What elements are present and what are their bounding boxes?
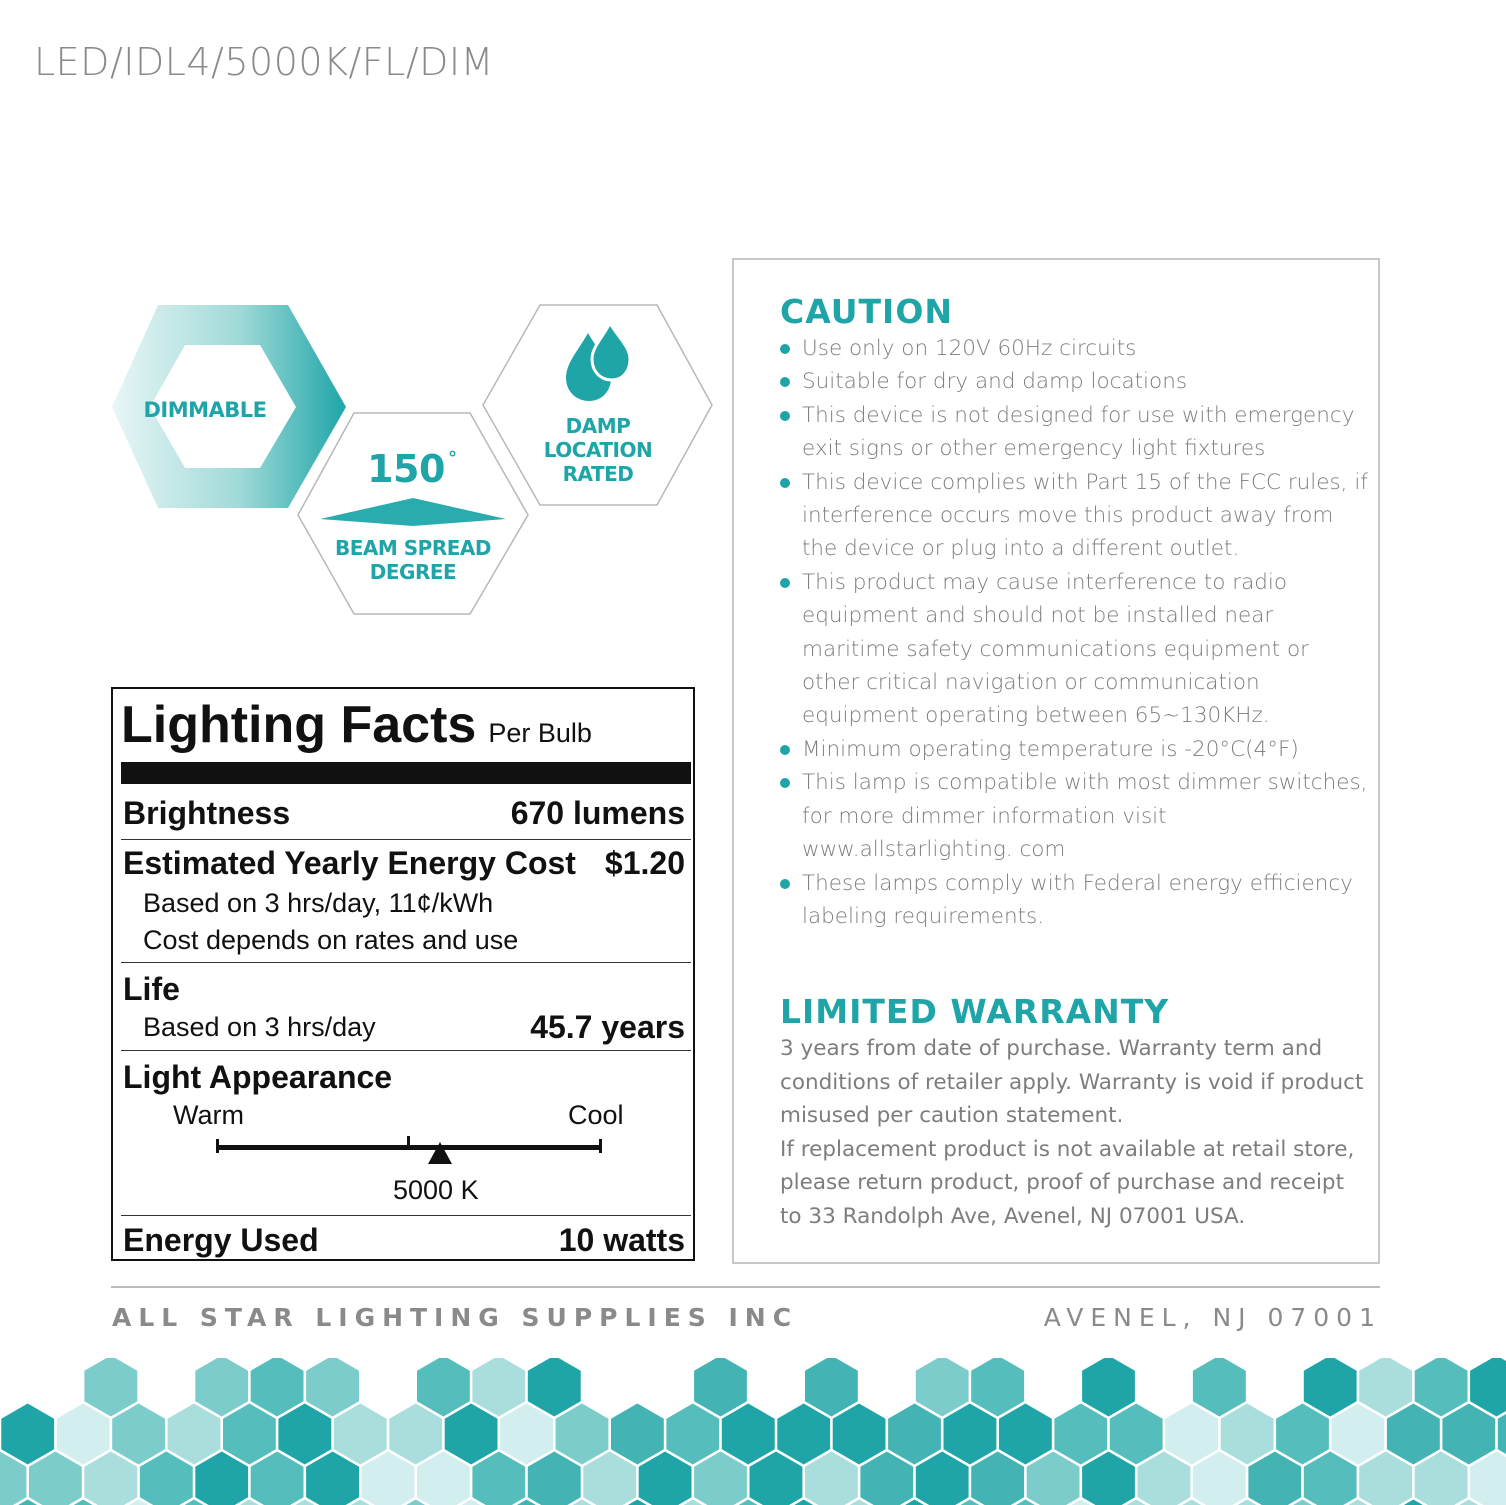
- energy-cost-note: Cost depends on rates and use: [143, 925, 519, 955]
- footer-divider: [111, 1286, 1380, 1288]
- honeycomb-cell: [805, 1452, 858, 1505]
- honeycomb-decoration: [0, 1358, 1506, 1505]
- honeycomb-cell: [1276, 1404, 1329, 1465]
- color-temp-value: 5000 K: [393, 1175, 479, 1205]
- honeycomb-cell: [417, 1452, 470, 1505]
- honeycomb-cell: [223, 1404, 276, 1465]
- honeycomb-cell: [1054, 1404, 1107, 1465]
- warranty-text: 3 years from date of purchase. Warranty term and conditions of retailer apply. Warranty is void if product misused per caution statement. If replacement product is not available at retail store, please return product, proof of purchase and receipt to 33 Randolph Ave, Avenel, NJ 07001 USA.: [780, 1036, 1364, 1229]
- honeycomb-cell: [944, 1404, 997, 1465]
- honeycomb-cell: [528, 1358, 581, 1417]
- honeycomb-cell: [334, 1404, 387, 1465]
- facts-divider: [121, 962, 691, 963]
- honeycomb-cell: [583, 1452, 636, 1505]
- honeycomb-cell: [1138, 1452, 1191, 1505]
- brightness-value: 670 lumens: [510, 795, 685, 831]
- honeycomb-cell: [1248, 1452, 1301, 1505]
- honeycomb-cell: [1359, 1452, 1412, 1505]
- honeycomb-cell: [112, 1404, 165, 1465]
- caution-warranty-panel: [732, 258, 1380, 1264]
- bullet-icon: [780, 745, 790, 755]
- caution-item: [780, 332, 1370, 365]
- honeycomb-cell: [362, 1452, 415, 1505]
- light-appearance-label: Light Appearance: [123, 1059, 393, 1095]
- scale-tick: [216, 1139, 219, 1153]
- energy-used-value: 10 watts: [558, 1222, 685, 1258]
- honeycomb-cell: [1027, 1452, 1080, 1505]
- scale-tick: [407, 1136, 410, 1150]
- honeycomb-cell: [472, 1452, 525, 1505]
- honeycomb-cell: [1415, 1358, 1468, 1417]
- bullet-icon: [780, 778, 790, 788]
- facts-per-bulb: Per Bulb: [488, 718, 592, 748]
- honeycomb-cell: [999, 1404, 1052, 1465]
- facts-divider: [121, 839, 691, 840]
- honeycomb-cell: [916, 1358, 969, 1417]
- honeycomb-cell: [1332, 1404, 1385, 1465]
- honeycomb-cell: [888, 1404, 941, 1465]
- warm-label: Warm: [173, 1100, 244, 1130]
- bullet-icon: [780, 879, 790, 889]
- honeycomb-cell: [1082, 1452, 1135, 1505]
- honeycomb-cell: [195, 1452, 248, 1505]
- warranty-heading: LIMITED WARRANTY: [780, 992, 1170, 1031]
- life-label: Life: [123, 971, 180, 1007]
- facts-divider: [121, 1050, 691, 1051]
- caution-item: [780, 867, 1370, 934]
- honeycomb-cell: [445, 1404, 498, 1465]
- lighting-facts-label: [111, 687, 695, 1261]
- honeycomb-cell: [1359, 1358, 1412, 1417]
- caution-item-text: This product may cause interference to radio equipment and should not be installed near maritime safety communications equipment or other critical navigation or communication equipment operating between 65~130KHz.: [802, 569, 1309, 729]
- honeycomb-cell: [251, 1452, 304, 1505]
- caution-item: [780, 566, 1370, 733]
- facts-title: [121, 695, 592, 755]
- damp-label-1: DAMP: [565, 414, 631, 438]
- honeycomb-cell: [306, 1452, 359, 1505]
- honeycomb-cell: [1193, 1452, 1246, 1505]
- caution-item-text: This lamp is compatible with most dimmer switches, for more dimmer information visit www.allstarlighting. com: [802, 770, 1368, 863]
- bullet-icon: [780, 411, 790, 421]
- honeycomb-cell: [1165, 1404, 1218, 1465]
- honeycomb-cell: [84, 1358, 137, 1417]
- honeycomb-cell: [694, 1358, 747, 1417]
- cool-label: Cool: [568, 1100, 624, 1130]
- honeycomb-cell: [84, 1452, 137, 1505]
- honeycomb-cell: [1304, 1452, 1357, 1505]
- bullet-icon: [780, 478, 790, 488]
- company-location: AVENEL, NJ 07001: [1043, 1303, 1382, 1332]
- dimmable-label: DIMMABLE: [143, 398, 267, 422]
- color-temp-marker-icon: [428, 1142, 452, 1164]
- honeycomb-cell: [1082, 1358, 1135, 1417]
- caution-item: [780, 733, 1370, 766]
- scale-tick: [599, 1139, 602, 1153]
- honeycomb-cell: [528, 1452, 581, 1505]
- honeycomb-cell: [1110, 1404, 1163, 1465]
- honeycomb-cell: [168, 1404, 221, 1465]
- honeycomb-cell: [639, 1452, 692, 1505]
- life-basis: Based on 3 hrs/day: [143, 1012, 376, 1042]
- honeycomb-cell: [750, 1452, 803, 1505]
- energy-cost-label: Estimated Yearly Energy Cost: [123, 845, 576, 881]
- honeycomb-cell: [916, 1452, 969, 1505]
- energy-cost-value: $1.20: [604, 845, 685, 881]
- honeycomb-cell: [140, 1452, 193, 1505]
- honeycomb-cell: [805, 1358, 858, 1417]
- honeycomb-cell: [971, 1358, 1024, 1417]
- bullet-icon: [780, 377, 790, 387]
- brightness-label: Brightness: [123, 795, 291, 831]
- damp-label-2: LOCATION: [543, 438, 653, 462]
- facts-divider: [121, 1215, 691, 1216]
- honeycomb-cell: [500, 1404, 553, 1465]
- company-name: ALL STAR LIGHTING SUPPLIES INC: [112, 1303, 799, 1332]
- caution-item: [780, 399, 1370, 466]
- facts-header-bar: [121, 762, 691, 784]
- energy-cost-basis: Based on 3 hrs/day, 11¢/kWh: [143, 888, 494, 918]
- honeycomb-cell: [694, 1452, 747, 1505]
- caution-item-text: Use only on 120V 60Hz circuits: [802, 336, 1137, 361]
- product-sku: LED/IDL4/5000K/FL/DIM: [34, 40, 494, 84]
- dimmable-badge: [112, 305, 346, 508]
- life-value: 45.7 years: [530, 1009, 685, 1045]
- honeycomb-cell: [472, 1358, 525, 1417]
- honeycomb-cell: [1304, 1358, 1357, 1417]
- caution-item-text: These lamps comply with Federal energy efficiency labeling requirements.: [802, 870, 1353, 929]
- caution-item-text: This device is not designed for use with emergency exit signs or other emergency light fixtures: [802, 402, 1355, 462]
- honeycomb-cell: [278, 1404, 331, 1465]
- degree-symbol: °: [448, 448, 457, 469]
- honeycomb-cell: [556, 1404, 609, 1465]
- beam-spread-label-2: DEGREE: [369, 560, 457, 584]
- feature-badges: [100, 295, 730, 625]
- honeycomb-cell: [306, 1358, 359, 1417]
- caution-list: [780, 332, 1370, 933]
- caution-item: [780, 365, 1370, 398]
- damp-location-badge: [483, 305, 712, 505]
- honeycomb-cell: [251, 1358, 304, 1417]
- honeycomb-cell: [195, 1358, 248, 1417]
- beam-spread-badge: [298, 413, 528, 614]
- energy-used-label: Energy Used: [123, 1222, 319, 1258]
- caution-heading: CAUTION: [780, 292, 953, 331]
- honeycomb-cell: [1415, 1452, 1468, 1505]
- honeycomb-cell: [860, 1452, 913, 1505]
- honeycomb-cell: [971, 1452, 1024, 1505]
- honeycomb-cell: [29, 1452, 82, 1505]
- honeycomb-cell: [1221, 1404, 1274, 1465]
- honeycomb-cell: [722, 1404, 775, 1465]
- honeycomb-cell: [611, 1404, 664, 1465]
- damp-label-3: RATED: [562, 462, 634, 486]
- honeycomb-cell: [1442, 1404, 1495, 1465]
- beam-angle-value: 150: [367, 447, 445, 491]
- caution-item-text: Minimum operating temperature is -20°C(4°F): [802, 736, 1299, 762]
- honeycomb-cell: [777, 1404, 830, 1465]
- honeycomb-cell: [1387, 1404, 1440, 1465]
- honeycomb-cell: [57, 1404, 110, 1465]
- caution-item-text: Suitable for dry and damp locations: [802, 369, 1188, 395]
- caution-item: [780, 766, 1370, 866]
- honeycomb-cell: [833, 1404, 886, 1465]
- honeycomb-cell: [1, 1404, 54, 1465]
- bullet-icon: [780, 344, 790, 354]
- honeycomb-cell: [417, 1358, 470, 1417]
- honeycomb-cell: [389, 1404, 442, 1465]
- caution-item: [780, 466, 1370, 566]
- honeycomb-cell: [1193, 1358, 1246, 1417]
- beam-spread-label-1: BEAM SPREAD: [335, 536, 491, 560]
- bullet-icon: [780, 578, 790, 588]
- honeycomb-cell: [666, 1404, 719, 1465]
- caution-item-text: This device complies with Part 15 of the FCC rules, if interference occurs move this product away from the device or plug into a different outlet.: [802, 469, 1368, 562]
- facts-title-text: Lighting Facts: [121, 696, 477, 754]
